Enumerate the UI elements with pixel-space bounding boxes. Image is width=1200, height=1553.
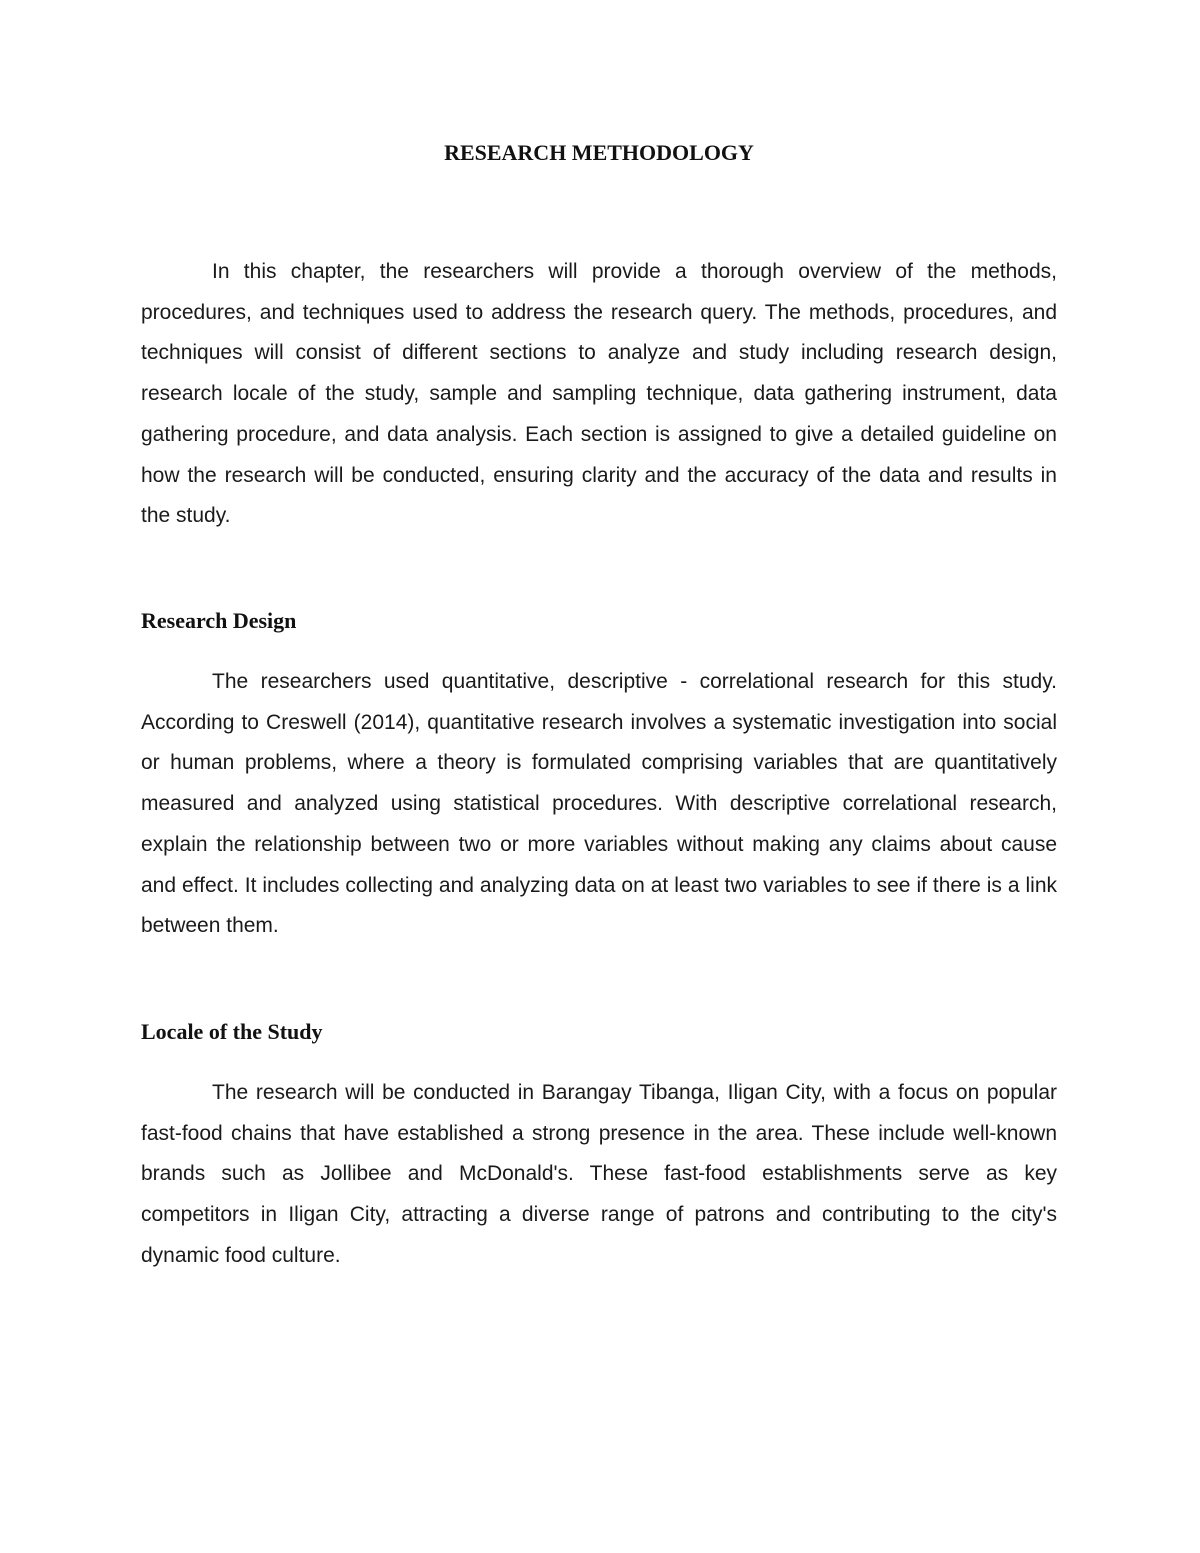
section-heading-research-design: Research Design xyxy=(141,608,297,633)
section-heading-locale-of-the-study: Locale of the Study xyxy=(141,1019,323,1044)
locale-of-the-study-paragraph: The research will be conducted in Barangay Tibanga, Iligan City, with a focus on popular fast-food chains that have established a strong presence in the area. These include well-known brands such as Jollibee and McDonald's. These fast-food establishments serve as key competitors in Iligan City, attracting a diverse range of patrons and contributing to the city's dynamic food culture. xyxy=(141,1081,1057,1267)
page-title: RESEARCH METHODOLOGY xyxy=(444,140,754,165)
intro-paragraph: In this chapter, the researchers will provide a thorough overview of the methods, procedures, and techniques used to address the research query. The methods, procedures, and techniques will consist of different sections to analyze and study including research design, research locale of the study, sample and sampling technique, data gathering instrument, data gathering procedure, and data analysis. Each section is assigned to give a detailed guideline on how the research will be conducted, ensuring clarity and the accuracy of the data and results in the study. xyxy=(141,260,1057,528)
research-design-paragraph: The researchers used quantitative, descriptive - correlational research for this study. According to Creswell (2014), quantitative research involves a systematic investigation into social or human problems, where a theory is formulated comprising variables that are quantitatively measured and analyzed using statistical procedures. With descriptive correlational research, explain the relationship between two or more variables without making any claims about cause and effect. It includes collecting and analyzing data on at least two variables to see if there is a link between them. xyxy=(141,670,1057,938)
